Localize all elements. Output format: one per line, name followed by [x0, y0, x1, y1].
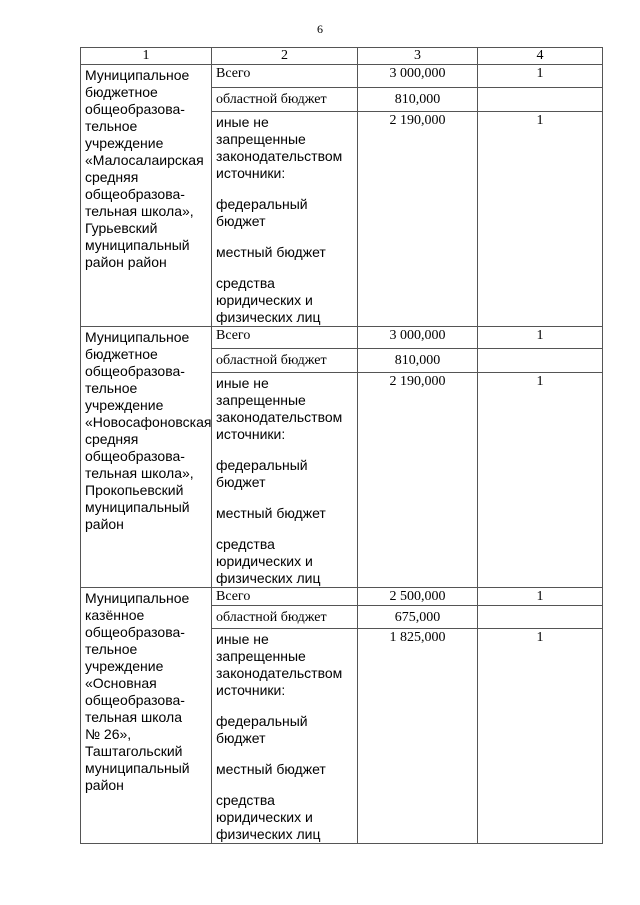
source-line: запрещенные	[216, 392, 306, 408]
org-name-line: общеобразова-	[85, 692, 185, 708]
total-label: Всего	[212, 65, 358, 88]
org-name-line: учреждение	[85, 658, 164, 674]
organization-cell	[81, 65, 212, 327]
org-name-line: общеобразова-	[85, 186, 185, 202]
org-name-line: Муниципальное	[85, 590, 190, 606]
total-label: Всего	[212, 588, 358, 606]
regional-budget-label: областной бюджет	[212, 606, 358, 629]
source-line: источники:	[216, 426, 286, 442]
org-name-line: район	[85, 777, 124, 793]
source-line: источники:	[216, 165, 286, 181]
org-name-line: общеобразова-	[85, 624, 185, 640]
org-name-line: тельное	[85, 641, 138, 657]
org-name-line: средняя	[85, 431, 139, 447]
other-sources-count: 1	[478, 112, 603, 327]
regional-budget-amount: 810,000	[358, 88, 478, 112]
org-name-line: тельная школа	[85, 709, 182, 725]
org-name-line: учреждение	[85, 397, 164, 413]
total-label: Всего	[212, 327, 358, 349]
legal-entities-line: средства	[216, 536, 275, 552]
source-line: законодательством	[216, 148, 343, 164]
source-line: законодательством	[216, 665, 343, 681]
org-name-line: тельная школа»,	[85, 465, 194, 481]
regional-budget-label: областной бюджет	[212, 88, 358, 112]
local-budget-label: местный бюджет	[216, 505, 326, 521]
organization-cell	[81, 327, 212, 588]
table-row	[81, 65, 603, 88]
source-line: запрещенные	[216, 648, 306, 664]
source-line: иные не	[216, 114, 269, 130]
org-name-line: район район	[85, 254, 167, 270]
org-name-line: бюджетное	[85, 84, 158, 100]
org-name-line: тельное	[85, 380, 138, 396]
org-name-line: муниципальный	[85, 237, 190, 253]
org-name-line: муниципальный	[85, 760, 190, 776]
org-name-line: Муниципальное	[85, 67, 190, 83]
legal-entities-line: юридических и	[216, 292, 313, 308]
table-header-row	[81, 48, 603, 65]
legal-entities-line: физических лиц	[216, 570, 321, 586]
org-name-line: муниципальный	[85, 499, 190, 515]
column-header: 4	[478, 48, 603, 65]
federal-budget-line: бюджет	[216, 730, 266, 746]
org-name-line: Прокопьевский	[85, 482, 184, 498]
column-header: 2	[212, 48, 358, 65]
org-name-line: тельная школа»,	[85, 203, 194, 219]
legal-entities-line: физических лиц	[216, 826, 321, 842]
federal-budget-line: бюджет	[216, 213, 266, 229]
other-sources-cell	[212, 373, 358, 588]
org-name-line: учреждение	[85, 135, 164, 151]
federal-budget-line: федеральный	[216, 713, 308, 729]
local-budget-label: местный бюджет	[216, 761, 326, 777]
org-name-line: общеобразова-	[85, 101, 185, 117]
total-amount: 2 500,000	[358, 588, 478, 606]
org-name-line: тельное	[85, 118, 138, 134]
org-name-line: Гурьевский	[85, 220, 158, 236]
federal-budget-line: федеральный	[216, 457, 308, 473]
org-name-line: «Малосалаирская	[85, 152, 204, 168]
source-line: иные не	[216, 375, 269, 391]
source-line: законодательством	[216, 409, 343, 425]
regional-budget-count	[478, 349, 603, 373]
legal-entities-line: юридических и	[216, 809, 313, 825]
org-name-line: Таштагольский	[85, 743, 183, 759]
other-sources-count: 1	[478, 629, 603, 844]
regional-budget-amount: 810,000	[358, 349, 478, 373]
legal-entities-line: физических лиц	[216, 309, 321, 325]
regional-budget-label: областной бюджет	[212, 349, 358, 373]
other-sources-cell	[212, 629, 358, 844]
local-budget-label: местный бюджет	[216, 244, 326, 260]
org-name-line: Муниципальное	[85, 329, 190, 345]
regional-budget-count	[478, 88, 603, 112]
org-name-line: «Основная	[85, 675, 157, 691]
total-count: 1	[478, 588, 603, 606]
org-name-line: бюджетное	[85, 346, 158, 362]
org-name-line: общеобразова-	[85, 363, 185, 379]
source-line: иные не	[216, 631, 269, 647]
legal-entities-line: юридических и	[216, 553, 313, 569]
other-sources-cell	[212, 112, 358, 327]
legal-entities-line: средства	[216, 275, 275, 291]
other-sources-amount: 1 825,000	[358, 629, 478, 844]
org-name-line: № 26»,	[85, 726, 132, 742]
table-row	[81, 588, 603, 606]
organization-cell	[81, 588, 212, 844]
org-name-line: средняя	[85, 169, 139, 185]
org-name-line: район	[85, 516, 124, 532]
federal-budget-line: бюджет	[216, 474, 266, 490]
other-sources-amount: 2 190,000	[358, 112, 478, 327]
federal-budget-line: федеральный	[216, 196, 308, 212]
org-name-line: общеобразова-	[85, 448, 185, 464]
column-header: 1	[81, 48, 212, 65]
source-line: источники:	[216, 682, 286, 698]
other-sources-count: 1	[478, 373, 603, 588]
org-name-line: «Новосафоновская	[85, 414, 212, 430]
legal-entities-line: средства	[216, 792, 275, 808]
org-name-line: казённое	[85, 607, 145, 623]
funding-table	[80, 47, 603, 844]
other-sources-amount: 2 190,000	[358, 373, 478, 588]
source-line: запрещенные	[216, 131, 306, 147]
total-count: 1	[478, 327, 603, 349]
total-amount: 3 000,000	[358, 327, 478, 349]
column-header: 3	[358, 48, 478, 65]
total-count: 1	[478, 65, 603, 88]
page-number: 6	[317, 22, 323, 36]
regional-budget-count	[478, 606, 603, 629]
table-row	[81, 327, 603, 349]
regional-budget-amount: 675,000	[358, 606, 478, 629]
total-amount: 3 000,000	[358, 65, 478, 88]
